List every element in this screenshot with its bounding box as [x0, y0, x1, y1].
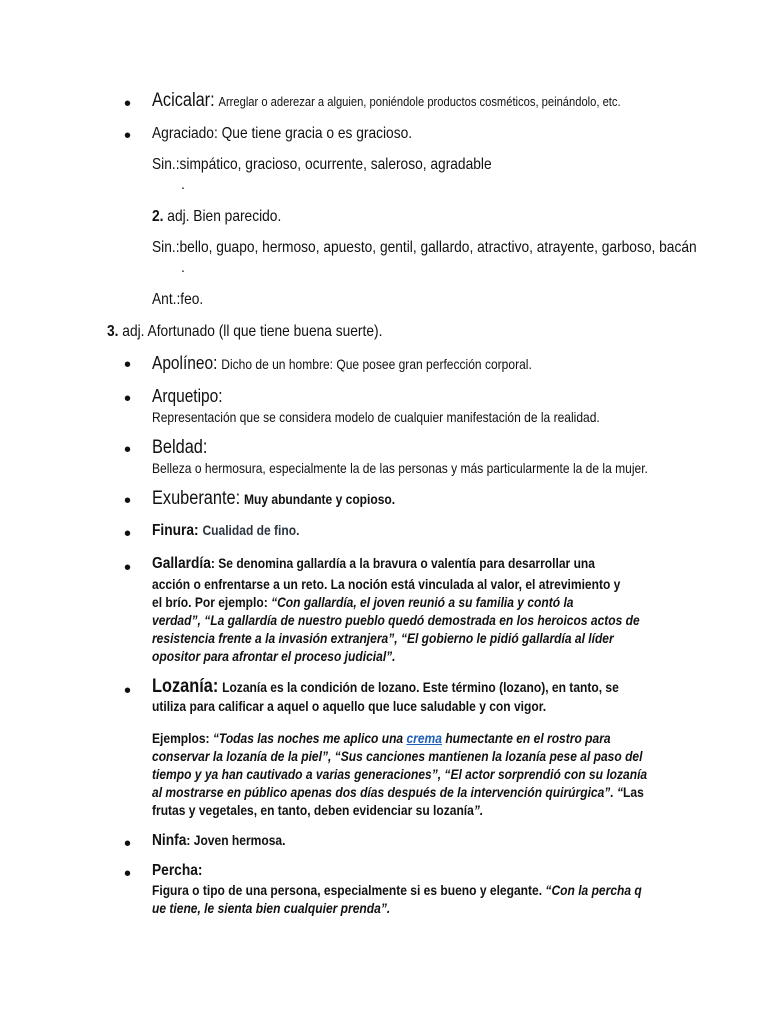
bullet: • — [124, 439, 132, 461]
example-text: humectante en el rostro para — [441, 730, 611, 746]
bullet: • — [124, 523, 132, 545]
entry-apolineo — [152, 353, 532, 374]
gallardia-line-2: acción o enfrentarse a un reto. La noción está vinculada al valor, el atrevimiento y — [152, 576, 621, 592]
bullet: • — [124, 490, 132, 512]
example-text: “Todas las noches me aplico una — [212, 730, 407, 746]
bullet: • — [124, 93, 132, 115]
bullet: • — [124, 863, 132, 885]
entry-ninfa — [152, 832, 285, 850]
antonym: Ant.:feo. — [152, 291, 204, 308]
sense-number: 2. — [152, 208, 164, 225]
percha-example: “Con la percha q — [545, 882, 642, 898]
lozania-examples-line-5 — [152, 802, 483, 818]
example-text: Las — [623, 784, 644, 800]
bullet: • — [124, 833, 132, 855]
synonyms-2: Sin.:bello, guapo, hermoso, apuesto, gentil, gallardo, atractivo, atrayente, garboso, bacán — [152, 239, 697, 256]
percha-line-1 — [152, 882, 642, 898]
definition-exuberante: Muy abundante y copioso. — [243, 491, 396, 507]
sense-3 — [107, 323, 382, 341]
bullet: • — [124, 125, 132, 147]
entry-finura — [152, 522, 299, 540]
definition-ninfa: : Joven hermosa. — [186, 832, 286, 848]
gallardia-line-5: resistencia frente a la invasión extranjera”, “El gobierno le pidió gallardía al líder — [152, 630, 614, 646]
term-lozania: Lozanía: — [152, 676, 219, 697]
lozania-examples-line-1 — [152, 730, 611, 746]
term-acicalar: Acicalar: — [152, 90, 215, 111]
synonyms-2-dot: . — [181, 259, 185, 275]
entry-gallardia-line-1 — [152, 555, 595, 573]
entry-agraciado: Agraciado: Que tiene gracia o es gracioso. — [152, 125, 413, 142]
term-ninfa: Ninfa — [152, 832, 187, 849]
term-colon: : — [194, 522, 199, 539]
synonyms-1: Sin.:simpático, gracioso, ocurrente, saleroso, agradable — [152, 156, 492, 173]
sense-number: 3. — [107, 323, 119, 340]
definition-arquetipo: Representación que se considera modelo de cualquier manifestación de la realidad. — [152, 409, 600, 425]
gallardia-example: “Con gallardía, el joven reunió a su familia y contó la — [271, 594, 574, 610]
entry-lozania-line-1 — [152, 676, 619, 698]
bullet: • — [124, 354, 132, 376]
synonyms-1-dot: . — [181, 176, 185, 192]
gallardia-line-6: opositor para afrontar el proceso judicial”. — [152, 648, 396, 664]
gallardia-text: el brío. Por ejemplo: — [152, 594, 272, 610]
example-text: al mostrarse en público apenas dos días después de la intervención quirúrgica”. “ — [152, 784, 624, 800]
definition-gallardia: : Se denomina gallardía a la bravura o valentía para desarrollar una — [210, 555, 595, 571]
lozania-examples-line-3: tiempo y ya han cautivado a varias generaciones”, “El actor sorprendió con su lozanía — [152, 766, 648, 782]
crema-link[interactable]: crema — [406, 730, 442, 746]
gallardia-line-4: verdad”, “La gallardía de nuestro pueblo quedó demostrada en los heroicos actos de — [152, 612, 640, 628]
definition-acicalar: Arreglar o aderezar a alguien, poniéndole productos cosméticos, peinándolo, etc. — [218, 94, 621, 109]
entry-exuberante — [152, 488, 395, 510]
term-finura: Finura — [152, 522, 195, 539]
lozania-examples-line-4 — [152, 784, 644, 800]
gallardia-line-3 — [152, 594, 573, 610]
percha-line-2: ue tiene, le sienta bien cualquier prenda”. — [152, 900, 391, 916]
entry-acicalar — [152, 90, 621, 112]
lozania-line-2: utiliza para calificar a aquel o aquello que luce saludable y con vigor. — [152, 698, 547, 714]
definition-finura: Cualidad de fino. — [202, 522, 300, 538]
sense-text: adj. Bien parecido. — [163, 208, 282, 225]
term-exuberante: Exuberante: — [152, 488, 241, 509]
term-beldad: Beldad: — [152, 437, 208, 458]
example-text: frutas y vegetales, en tanto, deben evidenciar su lozanía — [152, 802, 474, 818]
examples-label: Ejemplos: — [152, 730, 213, 746]
definition-apolineo: Dicho de un hombre: Que posee gran perfección corporal. — [221, 356, 532, 372]
bullet: • — [124, 388, 132, 410]
term-apolineo: Apolíneo: — [152, 353, 218, 373]
example-text: ”. — [473, 802, 484, 818]
definition-beldad: Belleza o hermosura, especialmente la de las personas y más particularmente la de la mujer. — [152, 460, 648, 476]
term-gallardia: Gallardía — [152, 555, 211, 572]
bullet: • — [124, 557, 132, 579]
term-percha: Percha: — [152, 862, 203, 879]
bullet: • — [124, 680, 132, 702]
definition-lozania: Lozanía es la condición de lozano. Este término (lozano), en tanto, se — [222, 679, 619, 695]
term-arquetipo: Arquetipo: — [152, 386, 223, 406]
definition-percha: Figura o tipo de una persona, especialmente si es bueno y elegante. — [152, 882, 546, 898]
sense-2 — [152, 208, 281, 226]
sense-text: adj. Afortunado (ll que tiene buena suerte). — [118, 323, 383, 340]
lozania-examples-line-2: conservar la lozanía de la piel”, “Sus canciones mantienen la lozanía pese al paso del — [152, 748, 643, 764]
